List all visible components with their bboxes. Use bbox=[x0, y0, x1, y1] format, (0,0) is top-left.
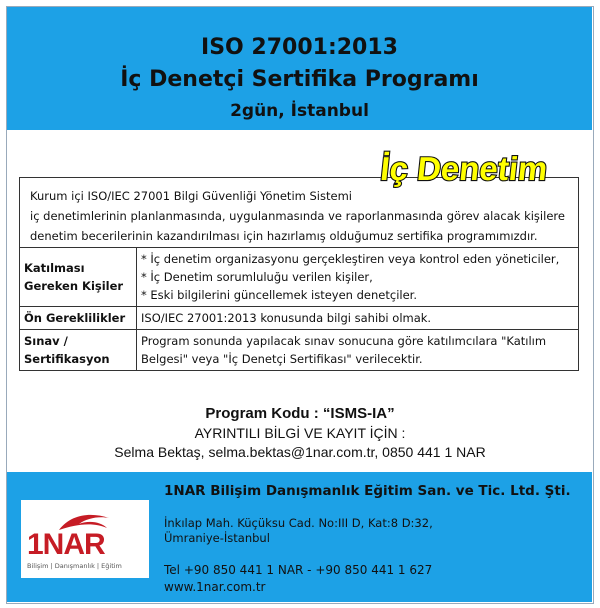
table-row bbox=[20, 330, 579, 371]
row-value-line: Belgesi" veya "İç Denetçi Sertifikası" verilecektir. bbox=[141, 352, 423, 366]
program-code: Program Kodu : “ISMS-IA” bbox=[205, 405, 395, 422]
page-title: ISO 27001:2013 bbox=[201, 35, 398, 60]
intro-line: denetim becerilerinin kazandırılması için hazırlamış olduğumuz sertifika programımızdır. bbox=[30, 229, 538, 243]
row-value bbox=[137, 248, 579, 307]
address-line: Ümraniye-İstanbul bbox=[164, 531, 270, 545]
row-key bbox=[20, 307, 137, 330]
row-value-line: * İç denetim organizasyonu gerçekleştiren veya kontrol eden yöneticiler, bbox=[141, 252, 560, 266]
company-name: 1NAR Bilişim Danışmanlık Eğitim San. ve Tic. Ltd. Şti. bbox=[164, 483, 571, 499]
duration-location: 2gün, İstanbul bbox=[230, 101, 369, 121]
logo-text: 1NAR bbox=[27, 528, 105, 561]
program-info bbox=[0, 405, 600, 460]
row-key-line: Katılması bbox=[24, 261, 85, 275]
row-value-line: * İç Denetim sorumluluğu verilen kişiler, bbox=[141, 270, 373, 284]
banner-text: İç Denetim bbox=[378, 151, 550, 188]
ic-denetim-banner bbox=[375, 146, 581, 190]
row-value-line: ISO/IEC 27001:2013 konusunda bilgi sahibi olmak. bbox=[141, 311, 432, 325]
row-key-line: Gereken Kişiler bbox=[24, 279, 124, 293]
table-row bbox=[20, 248, 579, 307]
info-table bbox=[19, 247, 579, 371]
row-value bbox=[137, 307, 579, 330]
table-row bbox=[20, 307, 579, 330]
row-value-line: Program sonunda yapılacak sınav sonucuna göre katılımcılara "Katılım bbox=[141, 334, 547, 348]
page-subtitle: İç Denetçi Sertifika Programı bbox=[120, 67, 479, 92]
address-line: İnkılap Mah. Küçüksu Cad. No:III D, Kat:8 D:32, bbox=[164, 516, 433, 530]
header-band bbox=[7, 7, 592, 130]
intro-line: iç denetimlerinin planlanmasında, uygulanmasında ve raporlanmasında görev alacak kişilere bbox=[30, 209, 565, 223]
contact-line[interactable]: Selma Bektaş, selma.bektas@1nar.com.tr, 0850 441 1 NAR bbox=[114, 444, 486, 460]
row-key-line: Sertifikasyon bbox=[24, 352, 110, 366]
company-contact bbox=[164, 562, 432, 596]
company-logo bbox=[21, 500, 149, 578]
website-link[interactable]: www.1nar.com.tr bbox=[164, 580, 266, 594]
footer-band bbox=[7, 472, 592, 602]
row-key-line: Ön Gereklilikler bbox=[24, 311, 126, 325]
row-key-line: Sınav / bbox=[24, 334, 68, 348]
row-key bbox=[20, 330, 137, 371]
registration-heading: AYRINTILI BİLGİ VE KAYIT İÇİN : bbox=[194, 425, 406, 441]
phone-line[interactable]: Tel +90 850 441 1 NAR - +90 850 441 1 627 bbox=[164, 563, 433, 577]
row-key bbox=[20, 248, 137, 307]
row-value bbox=[137, 330, 579, 371]
row-value-line: * Eski bilgilerini güncellemek isteyen denetçiler. bbox=[141, 288, 417, 302]
intro-line: Kurum içi ISO/IEC 27001 Bilgi Güvenliği Yönetim Sistemi bbox=[30, 189, 352, 203]
company-address bbox=[164, 516, 433, 546]
logo-subtitle: Bilişim | Danışmanlık | Eğitim bbox=[27, 562, 122, 570]
